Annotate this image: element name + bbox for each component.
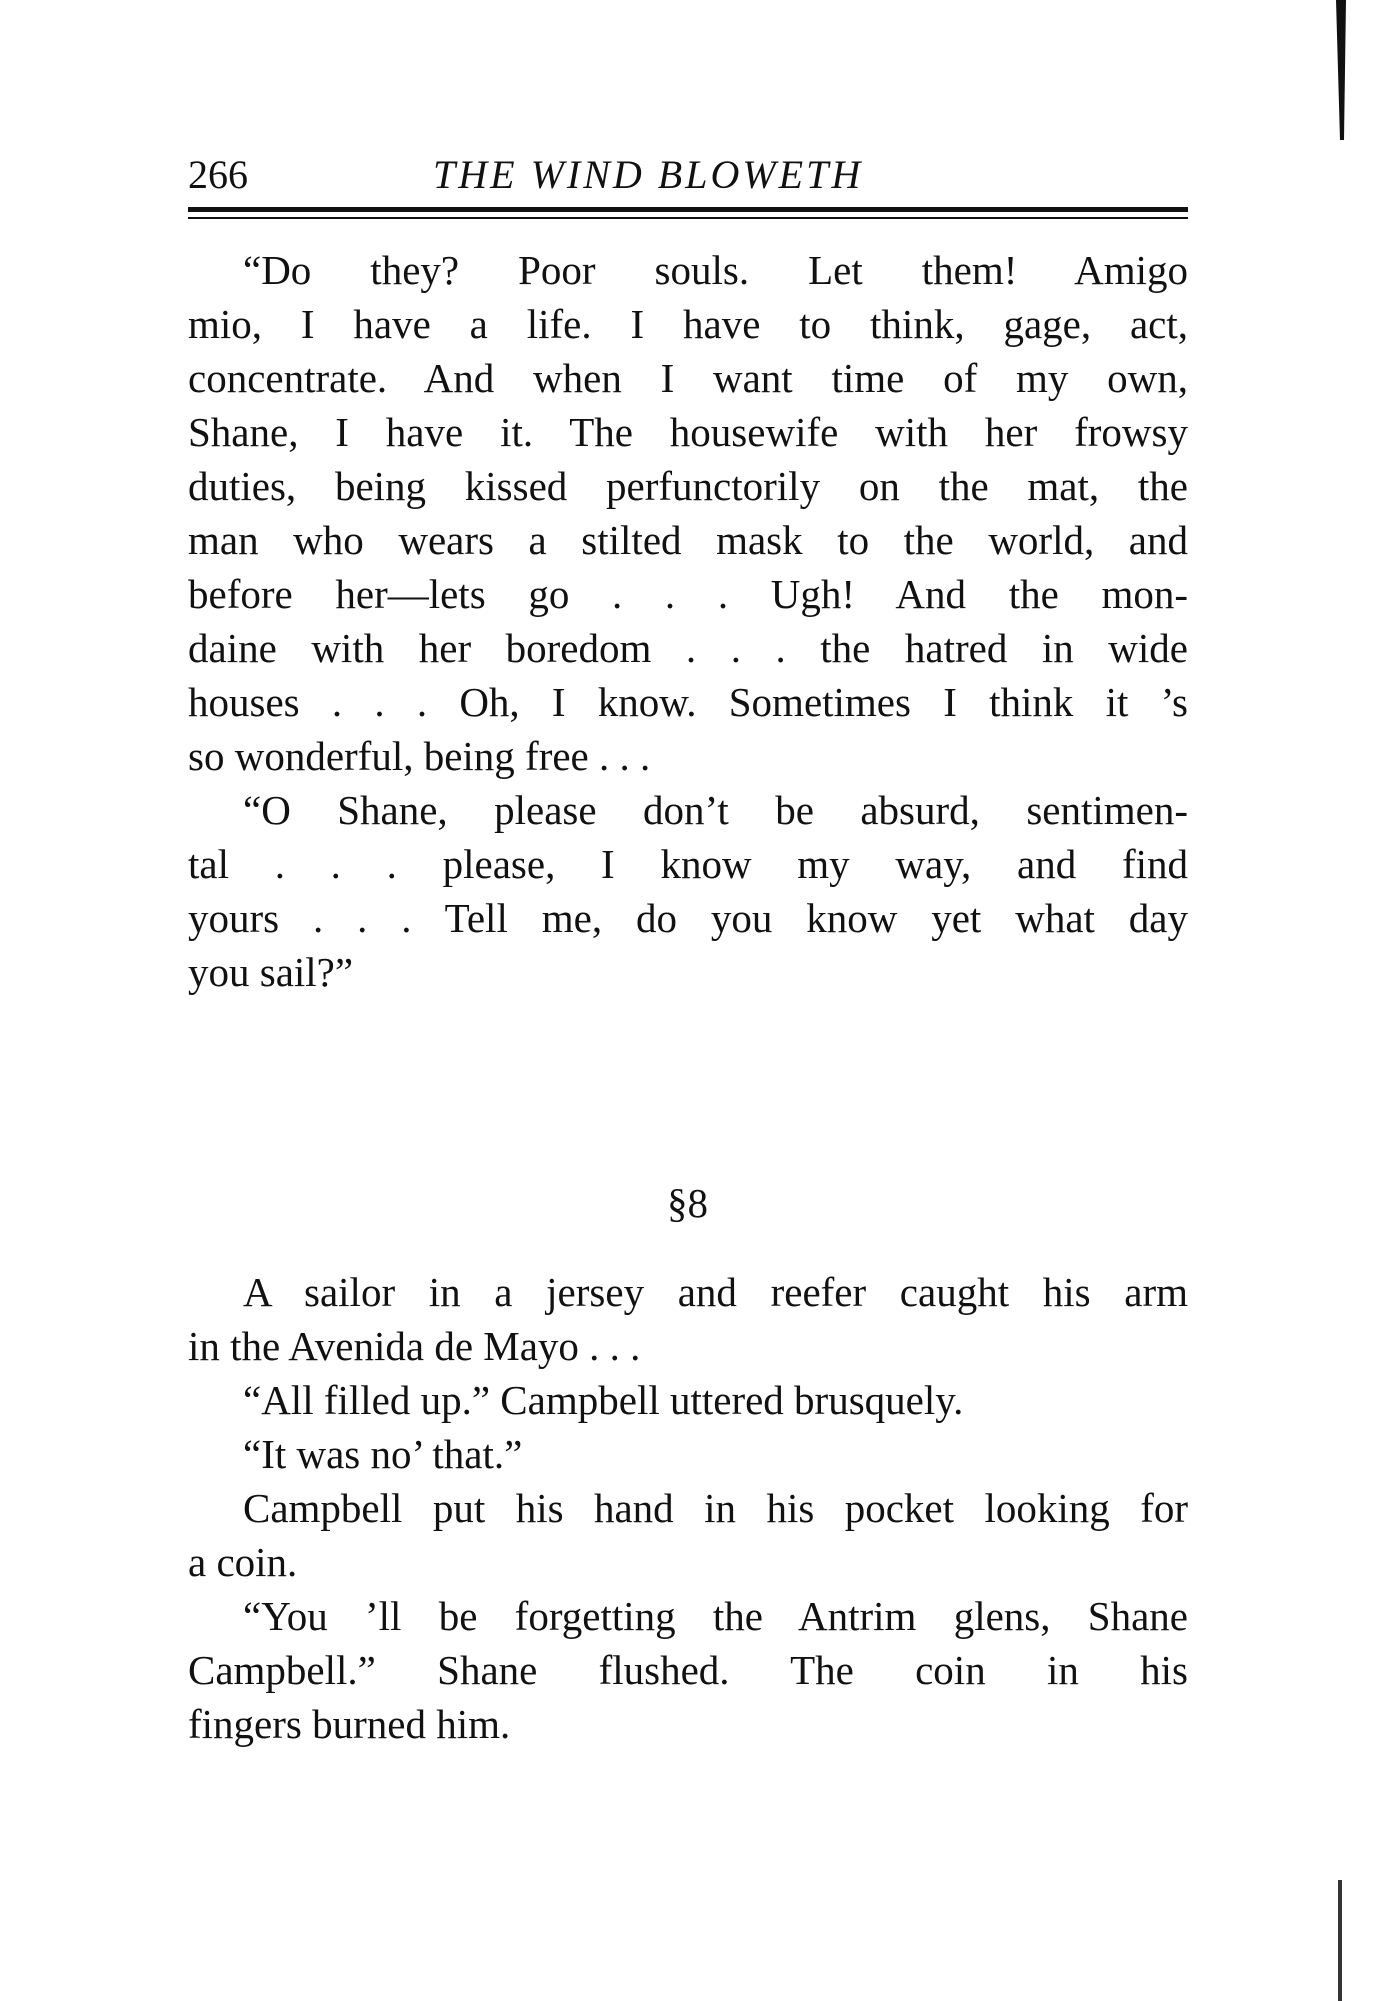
text-line: a coin. (188, 1539, 298, 1585)
header-rule (188, 217, 1188, 219)
text-line: A sailor in a jersey and reefer caught his arm (243, 1269, 1188, 1315)
text-line: Shane, I have it. The housewife with her frowsy (188, 409, 1188, 455)
text-line: “O Shane, please don’t be absurd, sentimen- (243, 787, 1188, 833)
text-line: fingers burned him. (188, 1701, 511, 1747)
text-line: Campbell put his hand in his pocket looking for (243, 1485, 1188, 1531)
dialogue-text (188, 243, 1188, 999)
text-line: daine with her boredom . . . the hatred in wide (188, 625, 1188, 671)
text-line: Campbell.” Shane flushed. The coin in his (188, 1647, 1188, 1693)
section-heading: §8 (667, 1180, 708, 1226)
text-line: concentrate. And when I want time of my own, (188, 355, 1188, 401)
text-line: so wonderful, being free . . . (188, 733, 651, 779)
scan-edge-mark (1336, 0, 1346, 140)
text-line: mio, I have a life. I have to think, gage, act, (188, 301, 1188, 347)
page-header (188, 150, 1188, 200)
text-line: “You ’ll be forgetting the Antrim glens, Shane (243, 1593, 1188, 1639)
scan-edge-mark (1338, 1880, 1342, 2001)
section-text (188, 1265, 1188, 1751)
running-title: THE WIND BLOWETH (433, 152, 864, 197)
text-line: houses . . . Oh, I know. Sometimes I think it ’s (188, 679, 1188, 725)
text-line: yours . . . Tell me, do you know yet what day (188, 895, 1188, 941)
text-line: tal . . . please, I know my way, and find (188, 841, 1188, 887)
text-line: in the Avenida de Mayo . . . (188, 1323, 641, 1369)
text-line: you sail?” (188, 949, 354, 995)
text-line: “It was no’ that.” (243, 1431, 523, 1477)
text-line: man who wears a stilted mask to the world, and (188, 517, 1188, 563)
header-rule (188, 207, 1188, 212)
text-line: “All filled up.” Campbell uttered brusquely. (243, 1377, 964, 1423)
text-line: duties, being kissed perfunctorily on the mat, the (188, 463, 1188, 509)
text-line: “Do they? Poor souls. Let them! Amigo (243, 247, 1188, 293)
page-number: 266 (188, 152, 248, 197)
text-line: before her—lets go . . . Ugh! And the mon- (188, 571, 1188, 617)
